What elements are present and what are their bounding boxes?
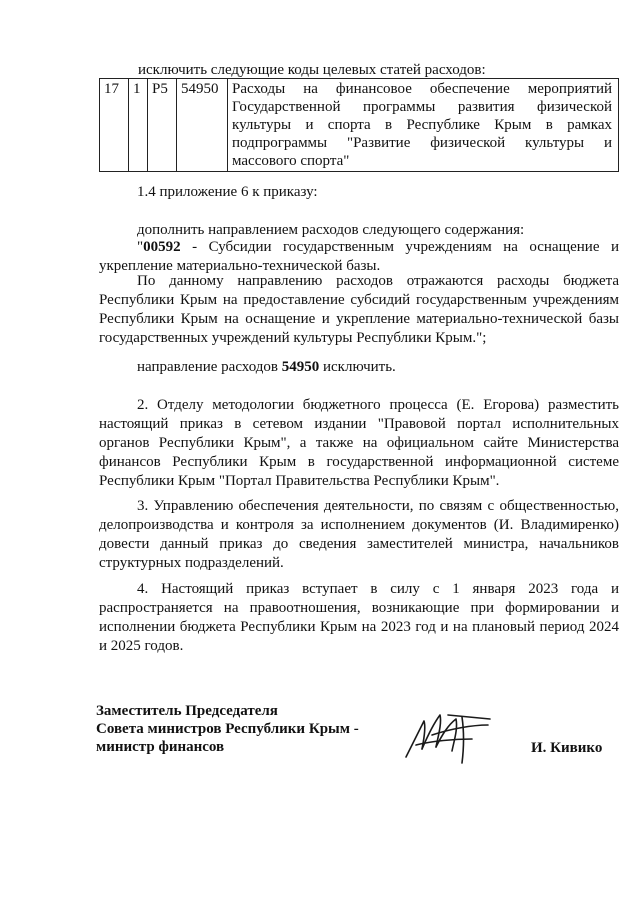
exclude-suffix: исключить. (319, 359, 396, 375)
cell-section: 17 (100, 79, 129, 172)
signatory-title (96, 702, 359, 756)
section-1-4: 1.4 приложение 6 к приказу: (137, 184, 318, 200)
add-direction-line: дополнить направлением расходов следующего содержания: (137, 222, 525, 238)
handwritten-signature (402, 705, 494, 767)
cell-description: Расходы на финансовое обеспечение мероприятий Государственной программы развития физической культуры и спорта в Республике Крым в рамках подпрограммы "Развитие физической культуры и массового спорта" (228, 79, 619, 172)
target-codes-table (99, 78, 619, 172)
open-quote: " (137, 239, 144, 255)
table-row (100, 79, 619, 172)
intro-line: исключить следующие коды целевых статей расходов: (138, 62, 486, 78)
signatory-title-line2: Совета министров Республики Крым - (96, 721, 359, 737)
exclude-prefix: направление расходов (137, 359, 282, 375)
paragraph-2: 2. Отделу методологии бюджетного процесса (Е. Егорова) разместить настоящий приказ в сетевом издании "Правовой портал исполнительных органов Республики Крым", а также на официальном сайте Министерства финансов Республики Крым в государственной информационной системе Республики Крым "Портал Правительства Республики Крым". (99, 397, 619, 489)
code-00592-paragraph (99, 238, 619, 276)
cell-code: 54950 (177, 79, 228, 172)
exclude-code: 54950 (281, 359, 320, 375)
paragraph-3: 3. Управлению обеспечения деятельности, по связям с общественностью, делопроизводства и контроля за исполнением документов (И. Владимиренко) довести данный приказ до сведения заместителей министра, начальников структурных подразделений. (99, 498, 619, 571)
signatory-title-line3: министр финансов (96, 739, 225, 755)
signatory-name: И. Кивико (531, 740, 603, 756)
cell-subsection: 1 (129, 79, 148, 172)
code-00592-description: По данному направлению расходов отражаются расходы бюджета Республики Крым на предоставление субсидий государственным учреждениям Республики Крым на оснащение и укрепление материально-технической базы государственных учреждений культуры Республики Крым."; (99, 273, 619, 346)
exclude-line (137, 358, 396, 377)
cell-program: Р5 (148, 79, 177, 172)
paragraph-4: 4. Настоящий приказ вступает в силу с 1 января 2023 года и распространяется на правоотношения, возникающие при формировании и исполнении бюджета Республики Крым на 2023 год и на плановый период 2024 и 2025 годов. (99, 581, 619, 654)
signatory-title-line1: Заместитель Председателя (96, 703, 278, 719)
code-00592-title: - Субсидии государственным учреждениям на оснащение и укрепление материально-технической базы. (99, 239, 619, 274)
code-00592: 00592 (143, 239, 181, 255)
